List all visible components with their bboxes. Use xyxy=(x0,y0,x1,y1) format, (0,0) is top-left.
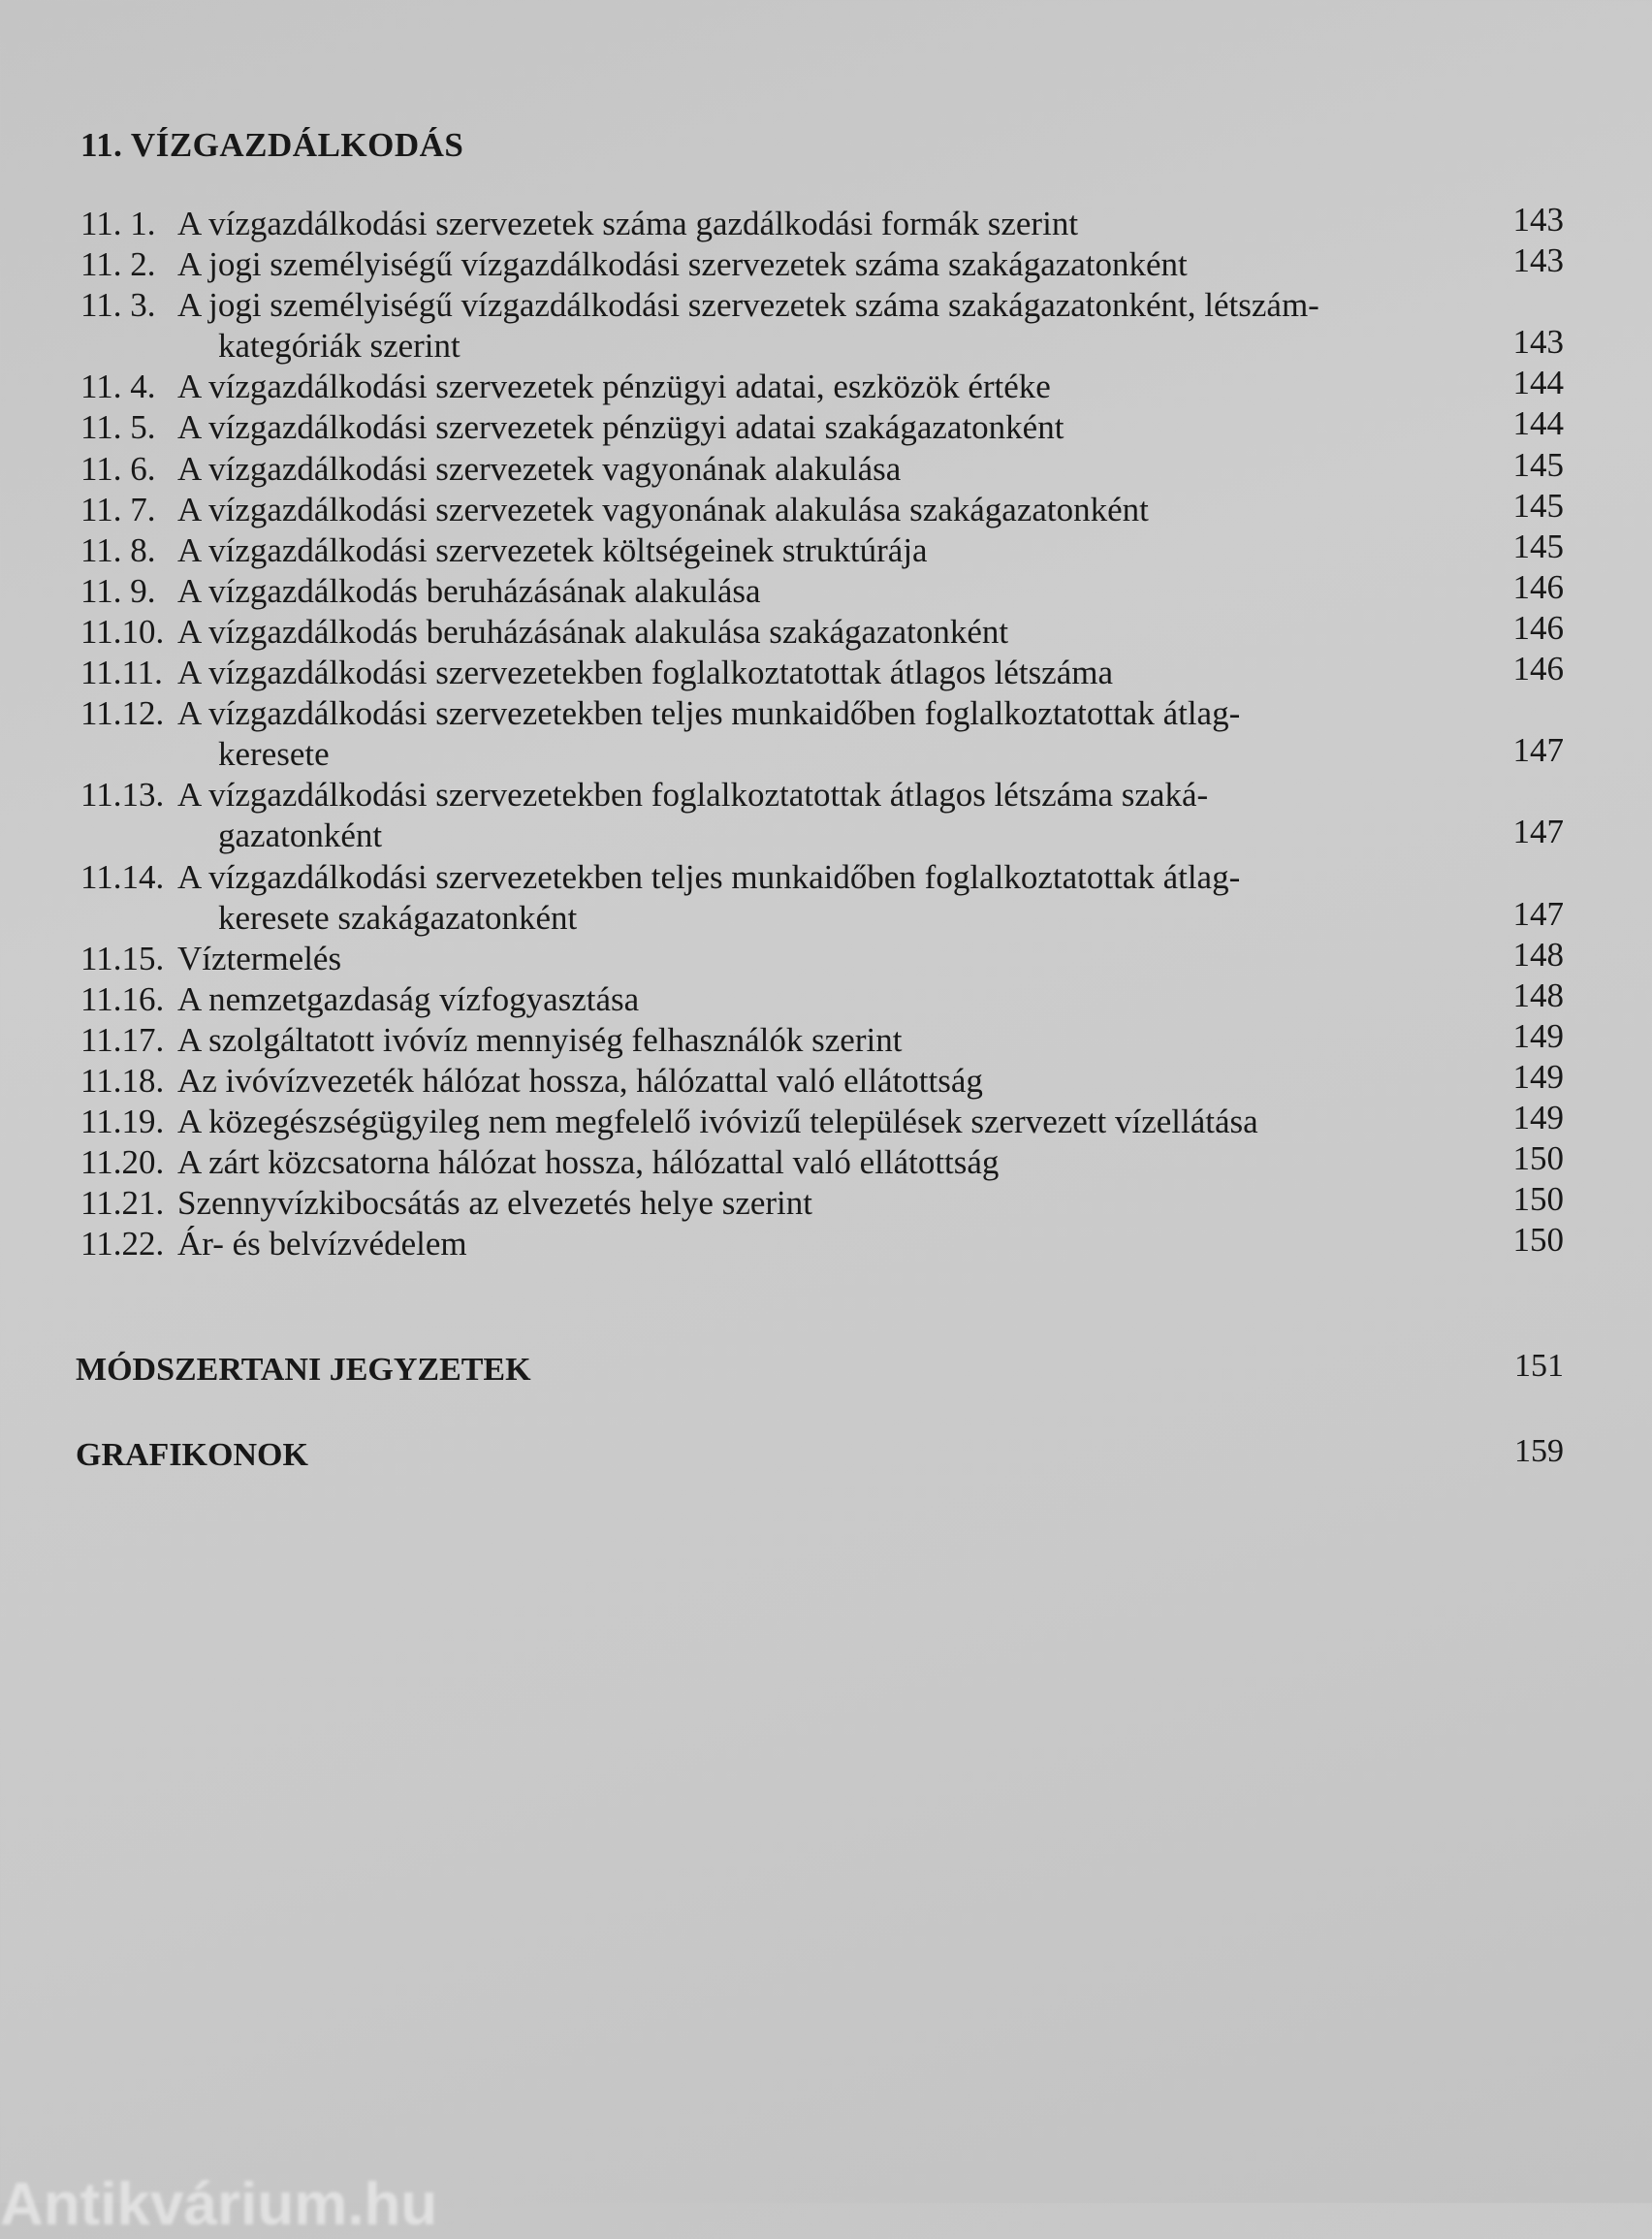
entry-title: A vízgazdálkodási szervezetek pénzügyi adatai, eszközök értéke xyxy=(177,368,1051,406)
toc-entry xyxy=(80,404,1564,448)
entry-title: A vízgazdálkodási szervezetek pénzügyi adatai szakágazatonként xyxy=(177,408,1064,447)
entry-page-number: 145 xyxy=(1512,445,1564,484)
entry-number: 11. 7. xyxy=(80,490,156,528)
entry-title: kategóriák szerint xyxy=(218,327,461,366)
entry-number: 11.18. xyxy=(80,1061,165,1100)
entry-title: A vízgazdálkodási szervezetekben teljes munkaidőben foglalkoztatottak átlag- xyxy=(177,857,1241,896)
section-entry-grafikonok xyxy=(76,1434,1564,1477)
entry-number: 11. 1. xyxy=(80,205,156,242)
entry-title: A nemzetgazdaság vízfogyasztása xyxy=(177,979,640,1018)
toc-entry xyxy=(80,608,1564,653)
entry-number: 11.15. xyxy=(80,939,165,977)
toc-entry xyxy=(80,285,1564,367)
section-title: GRAFIKONOK xyxy=(76,1437,308,1473)
toc-entry xyxy=(80,693,1564,775)
entry-title: A vízgazdálkodás beruházásának alakulása xyxy=(177,571,761,610)
entry-title: A zárt közcsatorna hálózat hossza, hálózattal való ellátottság xyxy=(177,1143,1000,1182)
entry-page-number: 149 xyxy=(1512,1057,1564,1096)
toc-entry xyxy=(80,1099,1564,1142)
entry-page-number: 145 xyxy=(1512,527,1564,565)
entry-number: 11. 3. xyxy=(80,286,156,325)
entry-page-number: 144 xyxy=(1512,364,1564,402)
entry-title: A vízgazdálkodási szervezetek vagyonának alakulása xyxy=(177,449,902,488)
entry-page-number: 143 xyxy=(1512,323,1564,362)
entry-title: A vízgazdálkodási szervezetek vagyonának alakulása szakágazatonként xyxy=(177,490,1149,528)
entry-number: 11. 2. xyxy=(80,245,156,284)
entry-page-number: 147 xyxy=(1512,894,1564,933)
toc-entry xyxy=(80,1016,1564,1061)
entry-number: 11. 6. xyxy=(80,449,156,488)
entry-page-number: 144 xyxy=(1512,404,1564,443)
entry-page-number: 147 xyxy=(1512,813,1564,851)
entry-number: 11. 9. xyxy=(80,571,156,610)
entry-title: A vízgazdálkodási szervezetekben foglalkoztatottak átlagos létszáma xyxy=(177,654,1114,692)
entry-number: 11.11. xyxy=(80,654,163,692)
table-of-contents xyxy=(80,201,1564,1264)
entry-number: 11. 5. xyxy=(80,408,156,447)
toc-entry xyxy=(80,935,1564,979)
entry-number: 11.20. xyxy=(80,1143,165,1182)
entry-page-number: 150 xyxy=(1512,1139,1564,1178)
entry-title: A vízgazdálkodási szervezetekben teljes munkaidőben foglalkoztatottak átlag- xyxy=(177,694,1241,733)
entry-page-number: 146 xyxy=(1512,650,1564,688)
entry-number: 11.13. xyxy=(80,776,165,815)
section-entry-modszertani xyxy=(76,1349,1564,1391)
entry-title: A jogi személyiségű vízgazdálkodási szervezetek száma szakágazatonként xyxy=(177,245,1188,284)
entry-title: A vízgazdálkodás beruházásának alakulása szakágazatonként xyxy=(177,612,1009,651)
entry-title: A jogi személyiségű vízgazdálkodási szervezetek száma szakágazatonként, létszám- xyxy=(177,286,1319,325)
entry-title: A vízgazdálkodási szervezetek száma gazdálkodási formák szerint xyxy=(177,205,1079,242)
entry-title: A vízgazdálkodási szervezetek költségeinek struktúrája xyxy=(177,530,928,569)
toc-entry xyxy=(80,1057,1564,1102)
entry-title: Víztermelés xyxy=(177,939,342,977)
entry-number: 11.22. xyxy=(80,1225,165,1263)
toc-entry xyxy=(80,201,1564,244)
entry-page-number: 147 xyxy=(1512,731,1564,770)
entry-number: 11.17. xyxy=(80,1020,165,1059)
entry-title: A vízgazdálkodási szervezetekben foglalkoztatottak átlagos létszáma szaká- xyxy=(177,776,1209,815)
toc-entry xyxy=(80,1180,1564,1224)
toc-entry xyxy=(80,567,1564,612)
watermark: Antikvárium.hu xyxy=(0,2171,438,2238)
entry-number: 11.10. xyxy=(80,612,165,651)
entry-page-number: 145 xyxy=(1512,486,1564,525)
toc-entry xyxy=(80,486,1564,530)
section-title: MÓDSZERTANI JEGYZETEK xyxy=(76,1352,531,1388)
entry-page-number: 150 xyxy=(1512,1180,1564,1219)
entry-number: 11. 8. xyxy=(80,530,156,569)
entry-page-number: 149 xyxy=(1512,1016,1564,1055)
entry-number: 11. 4. xyxy=(80,368,156,406)
toc-entry xyxy=(80,1221,1564,1264)
section-page-number: 151 xyxy=(1514,1348,1564,1384)
entry-title: A szolgáltatott ivóvíz mennyiség felhasználók szerint xyxy=(177,1020,903,1059)
entry-title: keresete xyxy=(218,735,330,774)
entry-page-number: 143 xyxy=(1512,201,1564,239)
entry-title: gazatonként xyxy=(218,816,383,855)
toc-entry xyxy=(80,445,1564,490)
toc-entry xyxy=(80,241,1564,285)
entry-number: 11.14. xyxy=(80,857,165,896)
entry-number: 11.16. xyxy=(80,979,165,1018)
entry-title: Ár- és belvízvédelem xyxy=(177,1225,467,1263)
entry-page-number: 150 xyxy=(1512,1221,1564,1260)
entry-title: Szennyvízkibocsátás az elvezetés helye szerint xyxy=(177,1184,812,1223)
entry-page-number: 146 xyxy=(1512,567,1564,606)
entry-page-number: 146 xyxy=(1512,608,1564,647)
entry-title: keresete szakágazatonként xyxy=(218,898,578,937)
entry-page-number: 149 xyxy=(1512,1099,1564,1137)
entry-page-number: 143 xyxy=(1512,241,1564,280)
chapter-title: 11. VÍZGAZDÁLKODÁS xyxy=(80,126,464,164)
section-page-number: 159 xyxy=(1514,1433,1564,1469)
toc-entry xyxy=(80,364,1564,407)
entry-title: Az ivóvízvezeték hálózat hossza, hálózattal való ellátottság xyxy=(177,1061,983,1100)
entry-number: 11.21. xyxy=(80,1184,165,1223)
toc-entry xyxy=(80,650,1564,693)
toc-entry xyxy=(80,976,1564,1020)
toc-entry xyxy=(80,857,1564,939)
entry-title: A közegészségügyileg nem megfelelő ivóvizű települések szervezett vízellátása xyxy=(177,1103,1258,1141)
entry-page-number: 148 xyxy=(1512,976,1564,1014)
entry-number: 11.19. xyxy=(80,1103,165,1141)
entry-page-number: 148 xyxy=(1512,935,1564,974)
entry-number: 11.12. xyxy=(80,694,165,733)
toc-entry xyxy=(80,527,1564,571)
toc-entry xyxy=(80,1139,1564,1183)
toc-entry xyxy=(80,775,1564,856)
